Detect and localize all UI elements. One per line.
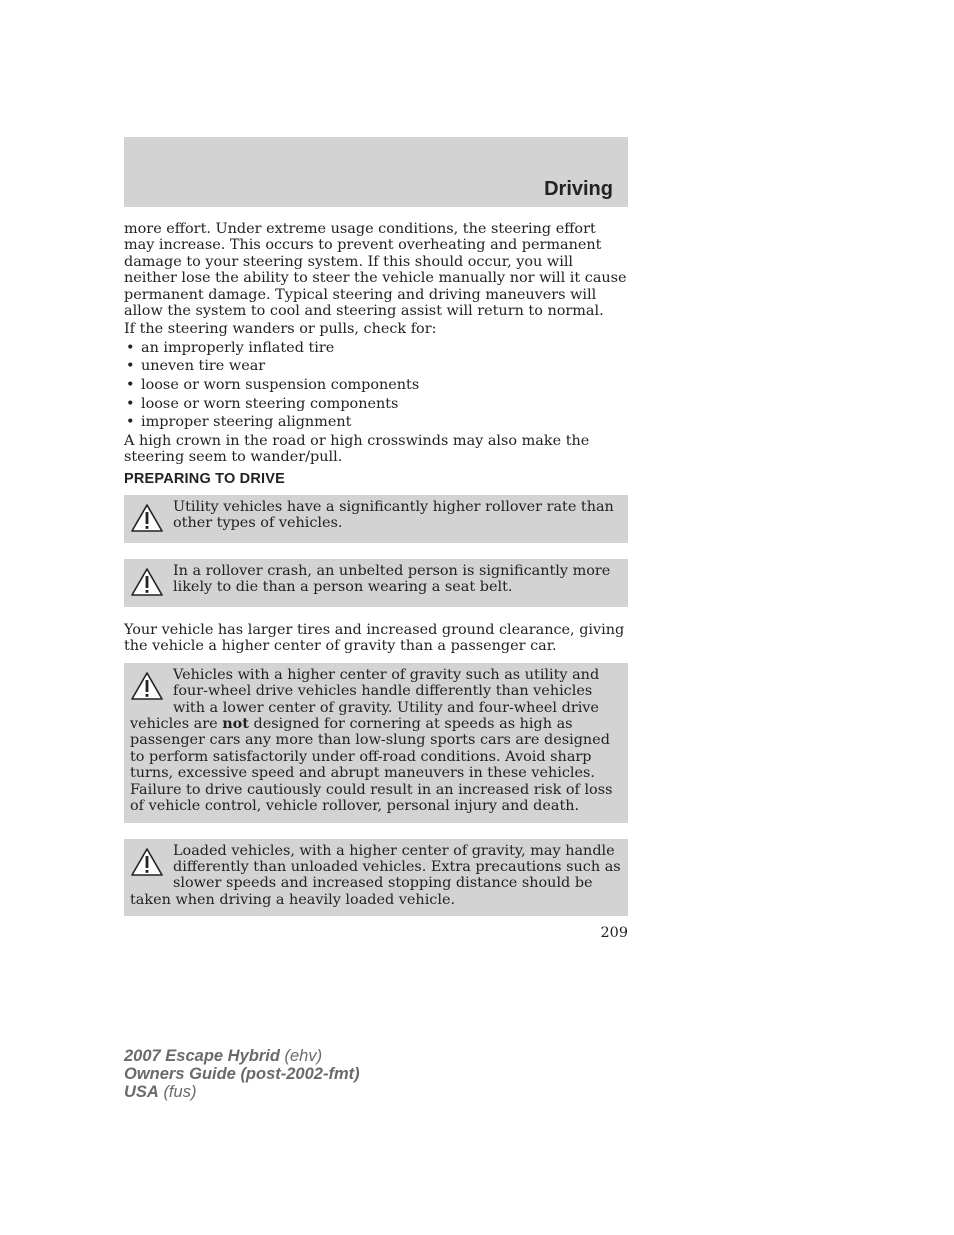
warning-box bbox=[124, 663, 628, 823]
footer-line bbox=[124, 1065, 360, 1083]
footer-model: 2007 Escape Hybrid bbox=[124, 1047, 280, 1065]
footer-market: USA bbox=[124, 1083, 159, 1101]
footer-market-code: (fus) bbox=[163, 1083, 197, 1101]
warning-text: In a rollover crash, an unbelted person is significantly more likely to die than a person wearing a seat belt. bbox=[173, 563, 611, 596]
list-item: • an improperly inflated tire bbox=[124, 340, 628, 356]
warning-box bbox=[124, 839, 628, 917]
warning-triangle-icon bbox=[130, 503, 164, 533]
warning-text: Loaded vehicles, with a higher center of gravity, may handle differently than unloaded vehicles. Extra precautions such as slower speeds and increased stopping distance should be taken when driving a heavily loaded vehicle. bbox=[130, 842, 621, 908]
list-item: • improper steering alignment bbox=[124, 414, 628, 430]
section-heading: PREPARING TO DRIVE bbox=[124, 470, 285, 487]
footer-guide: Owners Guide (post-2002-fmt) bbox=[124, 1065, 360, 1083]
main-content bbox=[124, 221, 628, 932]
footer-line bbox=[124, 1047, 360, 1065]
warning-emphasis: not bbox=[222, 715, 249, 733]
check-intro: If the steering wanders or pulls, check for: bbox=[124, 321, 437, 338]
clearance-paragraph: Your vehicle has larger tires and increased ground clearance, giving the vehicle a higher center of gravity than a passenger car. bbox=[124, 622, 625, 655]
intro-paragraph: more effort. Under extreme usage conditions, the steering effort may increase. This occurs to prevent overheating and permanent damage to your steering system. If this should occur, you will neither lose the ability to steer the vehicle manually nor will it cause permanent damage. Typical steering and driving maneuvers will allow the system to cool and steering assist will return to normal. bbox=[124, 221, 627, 320]
list-item: • uneven tire wear bbox=[124, 358, 628, 374]
warning-box bbox=[124, 495, 628, 543]
page-number: 209 bbox=[600, 925, 628, 941]
list-item: • loose or worn suspension components bbox=[124, 377, 628, 393]
warning-box bbox=[124, 559, 628, 607]
footer-model-code: (ehv) bbox=[284, 1047, 323, 1065]
footer-line bbox=[124, 1083, 360, 1101]
warning-text-start: Vehicles with a higher center of gravity such as utility and four-wheel drive vehicles handle differently than vehicles with a lower center of gravity. Utility and four-wheel drive vehicles are bbox=[130, 666, 600, 733]
check-list bbox=[124, 340, 628, 431]
warning-triangle-icon bbox=[130, 671, 164, 701]
list-item: • loose or worn steering components bbox=[124, 396, 628, 412]
document-footer bbox=[124, 1047, 360, 1101]
warning-text-end: designed for cornering at speeds as high as passenger cars any more than low-slung sports cars are designed to perform satisfactorily under off-road conditions. Avoid sharp turns, excessive speed and abrupt maneuvers in these vehicles. Failure to drive cautiously could result in an increased risk of loss of vehicle control, vehicle rollover, personal injury and death. bbox=[130, 716, 613, 815]
chapter-header bbox=[124, 137, 628, 207]
chapter-title: Driving bbox=[544, 178, 613, 200]
crown-paragraph: A high crown in the road or high crosswinds may also make the steering seem to wander/pull. bbox=[124, 432, 590, 466]
warning-triangle-icon bbox=[130, 847, 164, 877]
warning-triangle-icon bbox=[130, 567, 164, 597]
warning-text: Utility vehicles have a significantly higher rollover rate than other types of vehicles. bbox=[173, 499, 614, 532]
